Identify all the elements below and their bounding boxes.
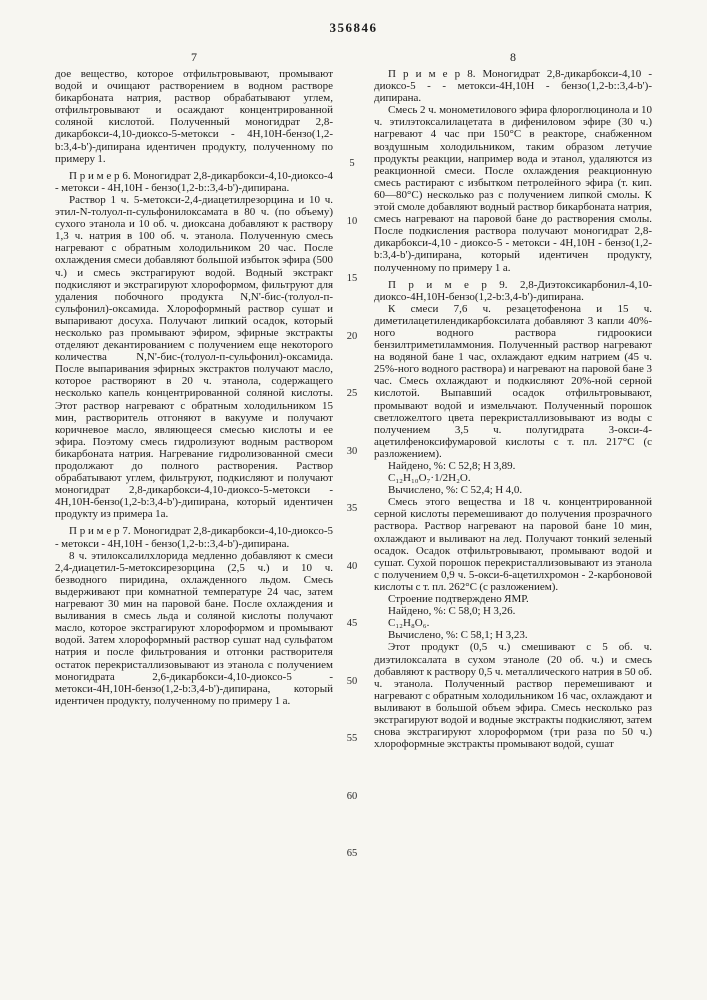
line-number: 30 [346,445,358,457]
patent-number: 356846 [329,20,378,35]
paragraph: Найдено, %: С 58,0; Н 3,26. [388,605,516,618]
line-number: 35 [346,503,358,514]
paragraph: Вычислено, %: С 58,1; Н 3,23. [388,629,528,642]
right-text-column [374,68,652,750]
page-number-left: 7 [191,50,197,64]
paragraph: Этот продукт (0,5 ч.) смешивают с 5 об. ч. диэтилоксалата в сухом этаноле (20 об. ч.) и смесь добавляют к раствору 0,5 ч. металлического натрия в 50 об. ч. этанола. Полученный раствор перемешивают и нагревают с обратным холодильником 16 час, охлаждают и выливают в большой объем эфира. Смесь несколько раз экстрагируют водой и водные экстракты подкисляют, затем снова экстрагируют хлороформом (три раза по 50 ч.) хлороформные экстракты промывают водой, сушат [374,641,652,751]
line-number: 40 [346,560,358,572]
paragraph: Строение подтверждено ЯМР. [388,593,529,606]
page-number-right: 8 [510,50,516,64]
paragraph: К смеси 7,6 ч. резацетофенона и 15 ч. диметилацетилендикарбоксилата добавляют 3 капли 40%-ного водного раствора гидроокиси бензилтриметиламмония. Полученный раствор нагревают на водяной бане 1 час, охлаждают едким натрием (45 ч. 25%-ного водного раствора) и нагревают на паровой бане 3 час. Смесь охлаждают и подкисляют 20%-ной серной кислотой. Выпавший осадок отфильтровывают, промывают водой и измельчают. Полученный порошок светложелтого цвета перекристаллизовывают из воды с получением 3,5 ч. полугидрата 3-окси-4-ацетилфеноксифумаровой кислоты с т. пл. 217°С (с разложением). [374,302,652,460]
paragraph: П р и м е р 9. 2,8-Диэтоксикарбонил-4,10-диоксо-4Н,10Н-бензо(1,2-b:3,4-b')-дипирана. [374,278,652,303]
paragraph: 8 ч. этилоксалилхлорида медленно добавляют к смеси 2,4-диацетил-5-метоксирезорцина (2,5 ч.) и 10 ч. безводного пиридина, охлажденного льдом. Смесь выдерживают при комнатной температуре 24 час, затем нагревают 30 мин на паровой бане. После охлаждения и выливания в смесь льда и соляной кислоты получают масло, которое экстрагируют хлороформом и промывают водой. Затем хлороформный раствор сушат над сульфатом натрия и после фильтрования и отгонки растворителя остаток перекристаллизовывают из этанола с получением моногидрата 2,6-дикарбокси-4,10-диоксо-5 - метокси-4Н,10Н-бензо(1,2-b:3,4-b')-дипирана, который идентичен продукту, полученному по примеру 1 а. [55,549,333,707]
paragraph: Найдено, %: С 52,8; Н 3,89. [388,460,516,472]
line-number: 5 [349,158,355,169]
paragraph: Смесь этого вещества и 18 ч. концентрированной серной кислоты перемешивают до получения прозрачного раствора. Раствор нагревают на паровой бане 10 мин, охлаждают и выливают на лед. Получают тонкий зеленый осадок. Осадок отфильтровывают, промывают водой и сушат. Сухой порошок перекристаллизовывают из этанола с получением 0,9 ч. 5-окси-6-ацетилхромон - 2-карбоновой кислоты с т. пл. 262°С (с разложением). [374,496,652,593]
line-number: 20 [346,330,358,342]
paragraph: Раствор 1 ч. 5-метокси-2,4-диацетилрезорцина и 10 ч. этил-N-толуол-п-сульфонилоксамата в 80 ч. (по объему) сухого этанола и 10 об. ч. диоксана добавляют к раствору 1,3 ч. натрия в 100 об. ч. этанола. Полученную смесь нагревают с обратным холодильником 20 час. После охлаждения смеси добавляют большой избыток эфира (500 ч.) и смесь экстрагируют водой. Водный экстракт подкисляют и экстрагируют хлороформом, фильтруют для удаления побочного продукта N,N'-бис-(толуол-п-сульфонил)-оксамида. Хлороформный раствор сушат и выпаривают досуха. Получают липкий осадок, который несколько раз промывают эфиром, эфирные экстракты отделяют декантированием с получением еще некоторого количества N,N'-бис-(толуол-п-сульфонил)-оксамида. После выпаривания эфирных экстрактов получают масло, которое растворяют в 20 ч. этанола, содержащего несколько капель концентрированной соляной кислоты. Этот раствор нагревают с обратным холодильником 15 мин, растворитель отгоняют в вакууме и получают коричневое масло, являющееся смесью кислоты и ее эфира. Поэтому смесь гидролизуют водным раствором бикарбоната натрия. Нагревание гидролизованной смеси продолжают до полного растворения. Раствор обрабатывают углем, фильтруют, подкисляют и получают моногидрат 2,8-дикарбокси-4,10-диоксо-5-метокси - 4Н,10Н-бензо(1,2-b:3,4-b')-дипирана, который идентичен продукту из примера 1а. [55,193,333,521]
line-number: 45 [346,618,358,629]
paragraph: Вычислено, %: С 52,4; Н 4,0. [388,484,523,497]
line-number: 65 [346,848,358,859]
line-number: 60 [346,790,358,802]
paragraph: дое вещество, которое отфильтровывают, промывают водой и очищают растворением в водном растворе бикарбоната натрия, раствор обрабатывают углем, отфильтровывают и осаждают концентрированной соляной кислотой. Полученный моногидрат 2,8-дикарбокси-4,10-диоксо-5-метокси - 4Н,10Н-бензо(1,2-b:3,4-b')-дипирана идентичен продукту, полученному по примеру 1. [55,68,333,165]
paragraph: П р и м е р 7. Моногидрат 2,8-дикарбокси-4,10-диоксо-5 - метокси - 4Н,10Н - бензо(1,2-b::3,4-b')-дипирана. [55,525,333,550]
line-number: 25 [346,388,358,399]
paragraph: П р и м е р 6. Моногидрат 2,8-дикарбокси-4,10-диоксо-4 - метокси - 4Н,10Н - бензо(1,2-b::3,4-b')-дипирана. [55,169,333,194]
line-number: 50 [346,675,358,687]
paragraph: C₁₂H₁₀O₇·1/2H₂O. [388,472,471,485]
line-number: 55 [346,733,358,744]
line-number: 10 [346,215,358,227]
left-text-column [55,68,333,707]
paragraph: C₁₂H₈O₆. [388,617,430,630]
paragraph: П р и м е р 8. Моногидрат 2,8-дикарбокси-4,10 - диоксо-5 - - метокси-4Н,10Н - бензо(1,2-b::3,4-b')-дипирана. [374,68,652,105]
line-number: 15 [346,273,358,284]
paragraph: Смесь 2 ч. монометилового эфира флороглюцинола и 10 ч. этилэтоксалилацетата в дифениловом эфире (30 ч.) нагревают 4 час при 150°С в реакторе, снабженном воздушным холодильником, таким образом летучие продукты реакции, например вода и этанол, удаляются из реакционной смеси. После охлаждения реакционную смесь растирают с избытком петролейного эфира (т. кип. 60—80°С) несколько раз с получением липкой смолы. К этой смоле добавляют водный раствор бикарбоната натрия, смесь нагревают на паровой бане до растворения смолы. После подкисления раствора получают моногидрат 2,8-дикарбокси-4,10 - диоксо-5 - метокси - 4Н,10Н - бензо(1,2-b:3,4-b')-дипирана, который идентичен продукту, полученному по примеру 1 а. [374,104,652,274]
